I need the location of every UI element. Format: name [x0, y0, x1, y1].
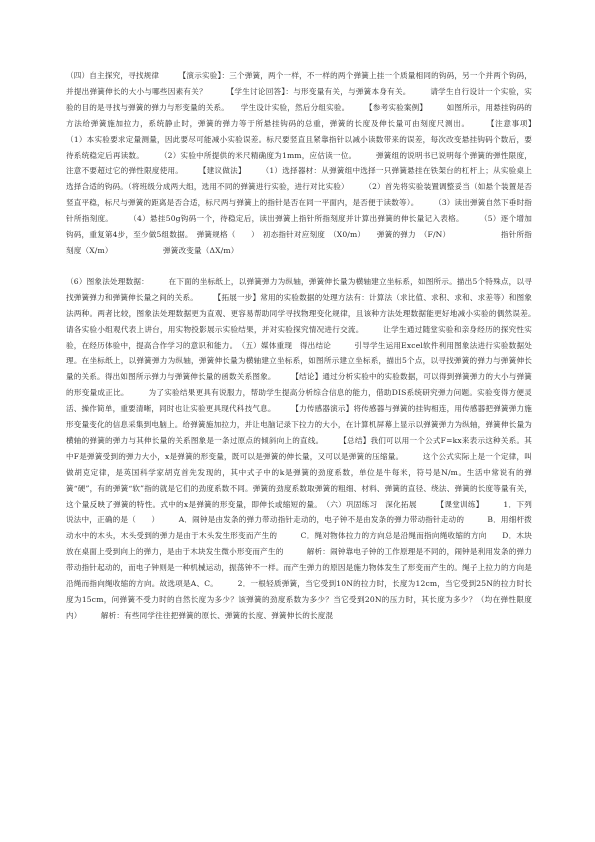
paragraph-gap: [66, 259, 532, 274]
section-paragraph-4: （四）自主探究，寻找规律 【演示实验】：三个弹簧，两个一样，不一样的两个弹簧上挂一个质量相同的钩码，另一个并两个钩码，并提出弹簧伸长的大小与哪些因素有关？ 【学生讨论回答】：与形变量有关，与弹簧本身有关。 请学生自行设计一个实验，实验的目的是寻找与弹簧的弹力与形变量的关系。 学生设计实验，然后分组实验。 【参考实验案例】 如图所示，用悬挂钩码的方法给弹簧施加拉力，系统静止时，弹簧的弹力等于所悬挂钩码的总重，弹簧的长度及伸长量可由刻度尺测出。 【注意事项】 （1）本实验要求定量测量，因此要尽可能减小实验误差。标尺要竖直且紧靠指针以减小读数带来的误差，每次改变悬挂钩码个数后，要待系统稳定后再读数。 （2）实验中所提供的米尺精确度为1mm，应估读一位。 弹簧组的说明书已说明每个弹簧的弹性限度，注意不要超过它的弹性限度使用。 【建议做法】 （1）选择器材：从弹簧组中选择一只弹簧悬挂在铁架台的杠杆上；从实验桌上选择合适的钩码。（将班级分成两大组，选用不同的弹簧进行实验，进行对比实验） （2）首先将实验装置调整妥当（如悬个装置是否竖直平稳，标尺与弹簧的距离是否合适，标尺两与弹簧上的指针是否在同一平面内，是否便于读数等）。 （3）读出弹簧自然下垂时指针所指刻度。 （4）悬挂50g钩码一个，待稳定后，读出弹簧上指针所指刻度并计算出弹簧的伸长量记入表格。 （5）逐个增加钩码，重复第4步，至少做5组数据。 弹簧规格（ ） 初态指针对应刻度 （X0/m） 弹簧的弹力 （F/N） 指针所指刻度（X/m） 弹簧改变量（ΔX/m）: [66, 71, 556, 255]
section-paragraph-6: （6）图象法处理数据： 在下面的坐标纸上，以弹簧弹力为纵轴，弹簧伸长量为横轴建立坐标系，如图所示。描出5个特殊点，以寻找弹簧弹力和弹簧伸长量之间的关系。 【拓展一步】常用的实验数据的处理方法有：计算法（求比值、求积、求和、求差等）和图象法两种。两者比较，图象法处理数据更为直观、更容易帮助同学寻找物理变化规律，且该种方法处理数据能更好地减小实验的偶然误差。 请各实验小组观代表上讲台，用实物投影展示实验结果，并对实验探究情况进行交流。 让学生通过随堂实验和亲身经历的探究性实验，在经历体验中，提高合作学习的意识和能力。 （五）媒体重现 得出结论 引导学生运用Excel软件利用图象法进行实验数据处理。在坐标纸上，以弹簧弹力为纵轴，弹簧伸长量为横轴建立坐标系，如图所示建立坐标系，描出5个点，以寻找弹簧的弹力与弹簧伸长量的关系。得出如图所示弹力与弹簧伸长量的函数关系图象。 【结论】通过分析实验中的实验数据，可以得到弹簧弹力的大小与弹簧的形变量成正比。 为了实验结果更具有说服力，帮助学生提高分析综合信息的能力，借助DIS系统研究弹力问题。实验变得方便灵活、操作简单，重要清晰，同时也让实验更具现代科技气息。 【力传感器演示】将传感器与弹簧的挂钩相连，用传感器把弹簧弹力施形变量变化的信息采集到电脑上。给弹簧施加拉力，并让电脑记录下拉力的大小，在计算机屏幕上显示以弹簧弹力为纵轴，弹簧伸长量为横轴的弹簧的弹力与其伸长量的关系图象是一条过原点的倾斜向上的直线。 【总结】我们可以用一个公式F=kx来表示这种关系。其中F是弹簧受到的弹力大小，x是弹簧的形变量，既可以是弹簧的伸长量，又可以是弹簧的压缩量。 这个公式实际上是一个定律，叫做胡克定律，是英国科学家胡克首先发现的，其中式子中的k是弹簧的劲度系数，单位是牛每米，符号是N/m。生活中常说有的弹簧“硬”，有的弹簧“软”指的就是它们的劲度系数不同。弹簧的劲度系数取弹簧的粗细、材料、弹簧的直径、绕法、弹簧的长度等量有关，这个量反映了弹簧的特性。式中的x是弹簧的形变量，即伸长或缩短的量。 （六）巩固练习 深化拓展 【课堂训练】 1．下列说法中，正确的是（ ） A．闹钟是由发条的弹力带动指针走动的，电子钟不是由发条的弹力带动指针走动的 B．用细杆拨动水中的木头，木头受到的弹力是由于木头发生形变而产生的 C．绳对物体拉力的方向总是沿绳而指向绳收缩的方向 D．木块放在桌面上受到向上的弹力，是由于木块发生微小形变而产生的 解析：闹钟靠电子钟的工作原理是不同的，闹钟是利用发条的弹力带动指针起动的，而电子钟则是一种机械运动，振荡钟不一样。而产生弹力的原因是施力物体发生了形变而产生的。绳子上拉力的方向是沿绳而指向绳收缩的方向。故选项是A、C。 2．一根轻质弹簧，当它受到10N的拉力时，长度为12cm，当它受到25N的拉力时长度为15cm，问弹簧不受力时的自然长度为多少？该弹簧的劲度系数为多少？当它受到20N的压力时，其长度为多少？（均在弹性限度内） 解析：有些同学往往把弹簧的原长、弹簧的长度、弹簧伸长的长度混: [66, 276, 556, 620]
document-body: [66, 68, 556, 624]
